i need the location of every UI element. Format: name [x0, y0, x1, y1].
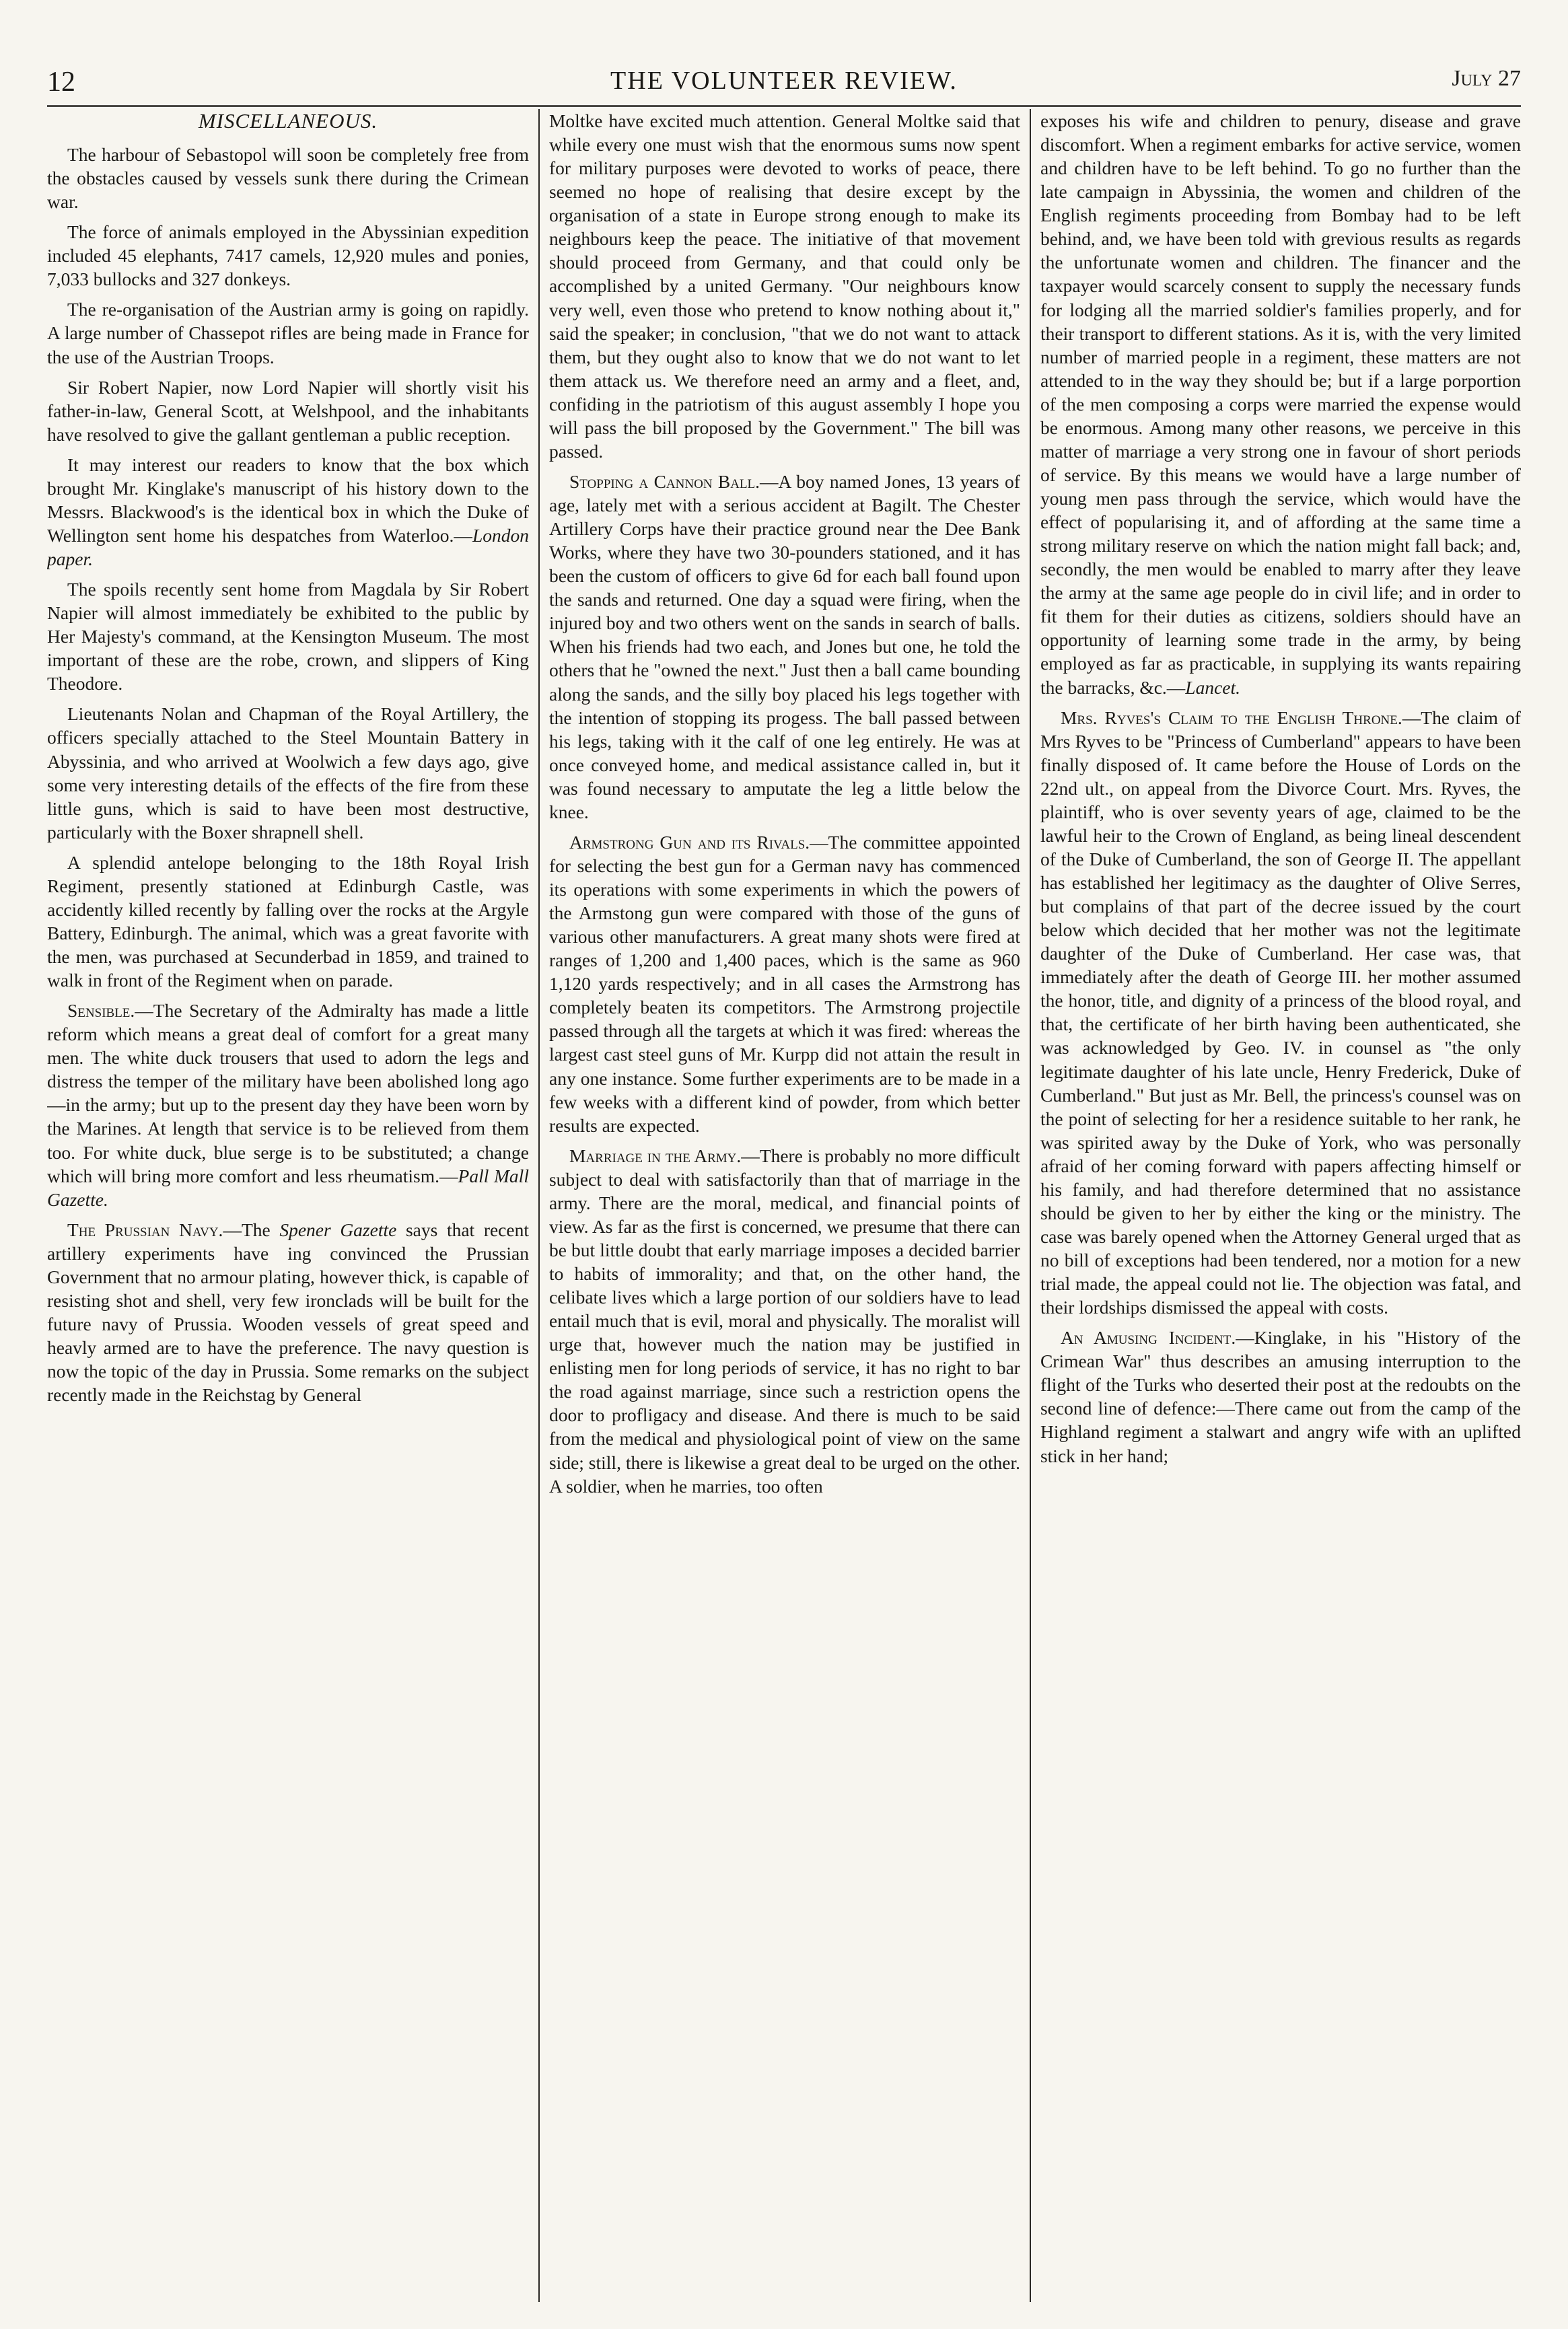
newspaper-name: Spener Gazette — [279, 1219, 397, 1240]
paragraph-text: It may interest our readers to know that the box which brought Mr. Kinglake's manuscript of his history down to the Messrs. Blackwood's is the identical box in which the Duke of Wellington sent home his despatches from Waterloo.— — [47, 454, 529, 546]
section-heading: MISCELLANEOUS. — [198, 109, 378, 133]
paragraph-text: —The claim of Mrs Ryves to be "Princess of Cumberland" appears to have been finally disposed of. It came before the House of Lords on the 22nd ult., on appeal from the Divorce Court. Mrs. Ryves, the plaintiff, who is over seventy years of age, claimed to be the lawful heir to the Crown of England, as being lineal descendent of the Duke of Cumberland, the son of George II. The appellant has established her legitimacy as the daughter of Olive Serres, but complains of that part of the decree issued by the court below which decided that her mother was not the legitimate daughter of the Duke of Cumberland. Her case was, that immediately after the death of George III. her mother assumed the honor, title, and dignity of a princess of the blood royal, and that, the certificate of her birth having been authenticated, she was acknowledged by Geo. IV. in counsel as "the only legitimate daughter of his late uncle, Henry Frederick, Duke of Cumberland." But just as Mr. Bell, the princess's counsel was on the point of selecting for her a residence suitable to her rank, he was spirited away by the Duke of York, who was personally afraid of her coming forward with papers affecting himself or his family, and had therefore determined that no assistance should be given to her by either the king or the ministry. The case was barely opened when the Attorney General urged that as no bill of exceptions had been tendered, nor a motion for a new trial made, the appeal could not lie. The objection was fatal, and their lordships dismissed the appeal with costs. — [1040, 707, 1521, 1318]
paragraph-austrian-army: The re-organisation of the Austrian army is going on rapidly. A large number of Chassepot rifles are being made in France for the use of the Austrian Troops. — [47, 299, 529, 367]
paragraph-text: —There is probably no more difficult subject to deal with satisfactorily than that of marriage in the army. There are the moral, medical, and financial points of view. As far as the first is concerned, we presume that there can be but little doubt that early marriage imposes a decided barrier to habits of immorality; and that, on the other hand, the celibate lives which a large portion of our soldiers have to lead entail much that is evil, moral and physically. The moralist will urge that, however much the nation may be justified in enlisting men for long periods of service, it has no right to bar the road against marriage, since such a restriction opens the door to profligacy and disease. And there is much to be said from the medical and physiological point of view on the same side; still, there is likewise a great deal to be urged on the other. A soldier, when he marries, too often — [548, 1145, 1020, 1497]
article-rubric: Armstrong Gun and its Rivals. — [569, 831, 810, 853]
source-credit: London paper. — [47, 524, 529, 569]
paragraph-text: exposes his wife and children to penury, disease and grave discomfort. When a regiment embarks for active service, women and children have to be left behind. To go no further than the late campaign in Abyssinia, the women and children of the English regiments proceeding from Bombay had to be left behind, and, we have been told with grevious results as regards the unfortunate women and children. The financer and the taxpayer would scarcely consent to supply the necessary funds for lodging all the married soldier's families properly, and for their transport to different stations. As it is, with the very limited number of married people in a regiment, these matters are not attended to in the way they should be; but if a large porportion of the men composing a corps were married the expense would be enormous. Among many other reasons, we perceive in this matter of marriage a very strong one in favour of short periods of service. By this means we would have a large number of young men pass through the service, which would have the effect of popularising it, and of affording at the same time a strong military reserve on which the nation might fall back; and, secondly, the men would be enabled to marry after they leave the army at the same age people do in civil life; and in order to fit them for their duties as citizens, soldiers should have an opportunity of learning some trade in the army, by being employed as far as practicable, in supplying its wants repairing the barracks, &c.— — [1040, 110, 1521, 698]
paragraph-text: —Kinglake, in his "History of the Crimean War" thus describes an amusing interruption to the flight of the Turks who deserted their post at the redoubts on the second line of defence:—There came out from the camp of the Highland regiment a stalwart and angry wife with an uplifted stick in her hand; — [1040, 1327, 1521, 1466]
paragraph-amusing-incident — [1040, 1326, 1521, 1467]
article-rubric: Stopping a Cannon Ball. — [569, 470, 760, 492]
masthead-title: THE VOLUNTEER REVIEW. — [610, 67, 958, 95]
paragraph-text: —The Secretary of the Admiralty has made a little reform which means a great deal of comfort for a great many men. The white duck trousers that used to adorn the legs and distress the temper of the military have been abolished long ago—in the army; but up to the present day they have been worn by the Marines. At length that service is to be relieved from them too. For white duck, blue serge is to be substituted; a change which will bring more comfort and less rheumatism.— — [47, 1000, 529, 1186]
issue-date: July 27 — [1452, 66, 1521, 91]
paragraph-sensible — [47, 999, 529, 1211]
paragraph-sebastopol: The harbour of Sebastopol will soon be completely free from the obstacles caused by vessels sunk there during the Crimean war. — [47, 144, 529, 213]
paragraph-lord-napier: Sir Robert Napier, now Lord Napier will shortly visit his father-in-law, General Scott, at Welshpool, and the inhabitants have resolved to give the gallant gentleman a public reception. — [47, 376, 529, 445]
column-3 — [1030, 109, 1521, 2302]
column-1 — [47, 109, 538, 2302]
page-number: 12 — [47, 67, 75, 98]
article-rubric: The Prussian Navy. — [67, 1219, 223, 1240]
paragraph-armstrong-gun — [549, 830, 1020, 1137]
article-columns — [47, 109, 1521, 2302]
article-rubric: Sensible. — [67, 1000, 135, 1022]
source-credit: Pall Mall Gazette. — [47, 1165, 529, 1210]
source-credit: Lancet. — [1185, 676, 1241, 698]
paragraph-royal-artillery: Lieutenants Nolan and Chapman of the Royal Artillery, the officers specially attached to the Steel Mountain Battery in Abyssinia, and who arrived at Woolwich a few days ago, give some very interesting details of the effects of the fire from these little guns, which is said to have been most destructive, particularly with the Boxer shrapnell shell. — [47, 703, 529, 843]
paragraph-text: says that recent artillery experiments have ing convinced the Prussian Government that no armour plating, however thick, is capable of resisting shot and shell, very few ironclads will be built for the future navy of Prussia. Wooden vessels of great speed and heavly armed are to have the preference. The navy question is now the topic of the day in Prussia. Some remarks on the subject recently made in the Reichstag by General — [47, 1219, 529, 1406]
header-rule — [47, 105, 1521, 107]
paragraph-cannon-ball — [549, 470, 1020, 824]
paragraph-prussian-navy — [47, 1218, 529, 1407]
column-2 — [538, 109, 1030, 2302]
paragraph-text: —The — [223, 1219, 280, 1240]
paragraph-marriage-army — [549, 1144, 1020, 1498]
paragraph-ryves-claim — [1040, 706, 1521, 1320]
paragraph-antelope: A splendid antelope belonging to the 18th Royal Irish Regiment, presently stationed at Edinburgh Castle, was accidently killed recently by falling over the rocks at the Argyle Battery, Edinburgh. The animal, which was a great favorite with the men, was purchased at Secunderbad in 1859, and trained to walk in front of the Regiment when on parade. — [47, 851, 529, 991]
paragraph-moltke-continued: Moltke have excited much attention. General Moltke said that while every one must wish that the enormous sums now spent for military purposes were devoted to works of peace, there seemed no hope of realising that desire except by the organisation of a state in Europe strong enough to make its neighbours keep the peace. The initiative of that movement should proceed from Germany, and that could only be accomplished by a united Germany. "Our neighbours know very well, even those who pretend to know nothing about it," said the speaker; in conclusion, "that we do not want to attack them, but they ought also to know that we do not want to let them attack us. We therefore need an army and a fleet, and, confiding in the patriotism of this august assembly I hope you will pass the bill proposed by the Government." The bill was passed. — [548, 110, 1020, 462]
article-rubric: An Amusing Incident. — [1060, 1327, 1236, 1349]
paragraph-abyssinian-animals: The force of animals employed in the Abyssinian expedition included 45 elephants, 7417 camels, 12,920 mules and ponies, 7,033 bullocks and 327 donkeys. — [47, 221, 529, 290]
article-rubric: Mrs. Ryves's Claim to the English Throne. — [1060, 707, 1402, 728]
paragraph-kinglake-box — [47, 453, 529, 571]
article-rubric: Marriage in the Army. — [569, 1145, 742, 1166]
paragraph-text: —A boy named Jones, 13 years of age, lately met with a serious accident at Bagilt. The Chester Artillery Corps have their practice ground near the Dee Bank Works, where they have two 30-pounders stationed, and it has been the custom of officers to give 6d for each ball found upon the sands and returned. One day a squad were firing, when the injured boy and two others went on the sands in search of balls. When his friends had two each, and Jones but one, he told the others that he "owned the next." Just then a ball came bounding along the sands, and the silly boy placed his legs together with the intention of stopping its progess. The ball passed between his legs, taking with it the calf of one leg entirely. He was at once conveyed home, and medical assistance called in, but it was found necessary to amputate the leg a little below the knee. — [548, 470, 1020, 822]
paragraph-marriage-continued — [1040, 109, 1521, 699]
paragraph-magdala-spoils: The spoils recently sent home from Magdala by Sir Robert Napier will almost immediately be exhibited to the public by Her Majesty's command, at the Kensington Museum. The most important of these are the robe, crown, and slippers of King Theodore. — [47, 579, 529, 694]
page-header — [47, 66, 1521, 100]
paragraph-text: —The committee appointed for selecting the best gun for a German navy has commenced its operations with some experiments in which the powers of the Armstong gun were compared with those of the guns of various other manufacturers. A great many shots were fired at ranges of 1,200 and 1,400 paces, which is the same as 960 1,120 yards respectively; and in all cases the Armstrong has completely beaten its competitors. The Armstrong projectile passed through all the targets at which it was fired: whereas the largest cast steel guns of Mr. Kurpp did not attain the result in any one instance. Some further experiments are to be made in a few weeks with a different kind of powder, from which better results are expected. — [548, 831, 1020, 1136]
